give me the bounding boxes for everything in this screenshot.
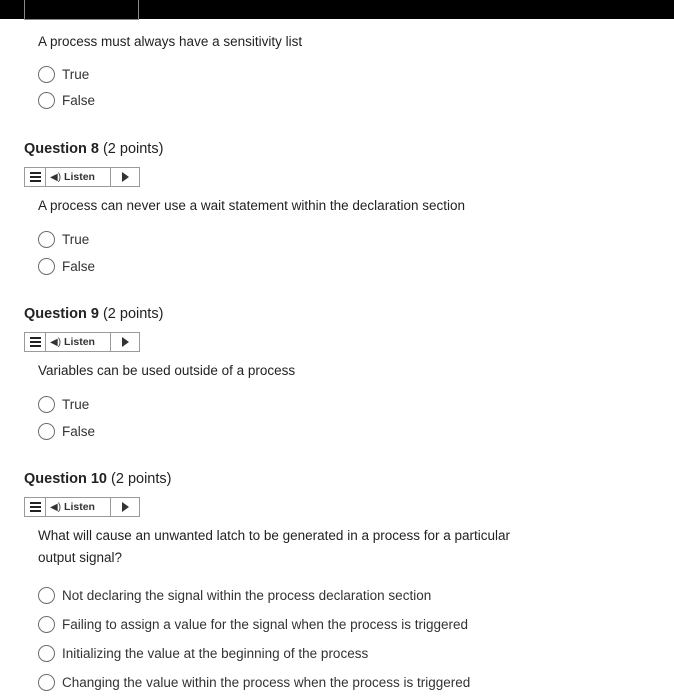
question-9-prompt: Variables can be used outside of a process bbox=[38, 363, 296, 378]
question-9-option-true[interactable] bbox=[38, 396, 89, 413]
option-label: True bbox=[62, 232, 90, 247]
radio-button[interactable] bbox=[38, 674, 55, 691]
radio-button[interactable] bbox=[38, 258, 55, 275]
speaker-icon: ◀) bbox=[50, 501, 62, 513]
option-label: False bbox=[62, 259, 96, 274]
question-8-option-false[interactable] bbox=[38, 258, 95, 275]
question-8-title bbox=[24, 141, 163, 157]
option-label: Not declaring the signal within the process declaration section bbox=[62, 588, 432, 603]
question-points: (2 points) bbox=[102, 141, 164, 157]
question-9-listen-toolbar bbox=[24, 332, 140, 352]
play-icon[interactable] bbox=[111, 172, 139, 182]
question-number: Question 8 bbox=[24, 141, 99, 157]
question-10-listen-toolbar bbox=[24, 497, 140, 517]
option-label: True bbox=[62, 397, 90, 412]
question-8-listen-toolbar bbox=[24, 167, 140, 187]
menu-icon[interactable] bbox=[25, 168, 46, 186]
option-label: Failing to assign a value for the signal when the process is triggered bbox=[62, 617, 468, 632]
question-points: (2 points) bbox=[102, 306, 164, 322]
option-label: Changing the value within the process when the process is triggered bbox=[62, 675, 471, 690]
radio-button[interactable] bbox=[38, 92, 55, 109]
question-10-option-1[interactable] bbox=[38, 587, 431, 604]
menu-icon[interactable] bbox=[25, 333, 46, 351]
question-number: Question 10 bbox=[24, 471, 107, 487]
prompt-line-2: output signal? bbox=[38, 550, 123, 565]
radio-button[interactable] bbox=[38, 616, 55, 633]
listen-button[interactable] bbox=[46, 498, 111, 516]
play-icon[interactable] bbox=[111, 502, 139, 512]
question-9-title bbox=[24, 306, 163, 322]
question-7-option-false[interactable] bbox=[38, 92, 95, 109]
question-10-option-3[interactable] bbox=[38, 645, 368, 662]
listen-button[interactable] bbox=[46, 333, 111, 351]
radio-button[interactable] bbox=[38, 231, 55, 248]
question-10-title bbox=[24, 471, 171, 487]
play-icon[interactable] bbox=[111, 337, 139, 347]
question-number: Question 9 bbox=[24, 306, 99, 322]
option-label: False bbox=[62, 424, 96, 439]
radio-button[interactable] bbox=[38, 645, 55, 662]
listen-label: Listen bbox=[64, 336, 95, 348]
question-points: (2 points) bbox=[111, 471, 172, 487]
question-7-prompt: A process must always have a sensitivity list bbox=[38, 34, 303, 49]
radio-button[interactable] bbox=[38, 587, 55, 604]
listen-label: Listen bbox=[64, 171, 95, 183]
option-label: Initializing the value at the beginning of the process bbox=[62, 646, 369, 661]
question-10-option-2[interactable] bbox=[38, 616, 468, 633]
menu-icon[interactable] bbox=[25, 498, 46, 516]
top-bar bbox=[0, 0, 674, 19]
option-label: True bbox=[62, 67, 90, 82]
question-8-option-true[interactable] bbox=[38, 231, 89, 248]
option-label: False bbox=[62, 93, 96, 108]
radio-button[interactable] bbox=[38, 423, 55, 440]
speaker-icon: ◀) bbox=[50, 336, 62, 348]
question-10-option-4[interactable] bbox=[38, 674, 470, 691]
question-7-option-true[interactable] bbox=[38, 66, 89, 83]
question-10-prompt bbox=[38, 525, 510, 569]
radio-button[interactable] bbox=[38, 66, 55, 83]
speaker-icon: ◀) bbox=[50, 171, 62, 183]
prompt-line-1: What will cause an unwanted latch to be generated in a process for a particular bbox=[38, 528, 511, 543]
top-bar-toolbar-stub bbox=[24, 0, 139, 20]
listen-label: Listen bbox=[64, 501, 95, 513]
question-9-option-false[interactable] bbox=[38, 423, 95, 440]
listen-button[interactable] bbox=[46, 168, 111, 186]
question-8-prompt: A process can never use a wait statement within the declaration section bbox=[38, 198, 465, 213]
radio-button[interactable] bbox=[38, 396, 55, 413]
